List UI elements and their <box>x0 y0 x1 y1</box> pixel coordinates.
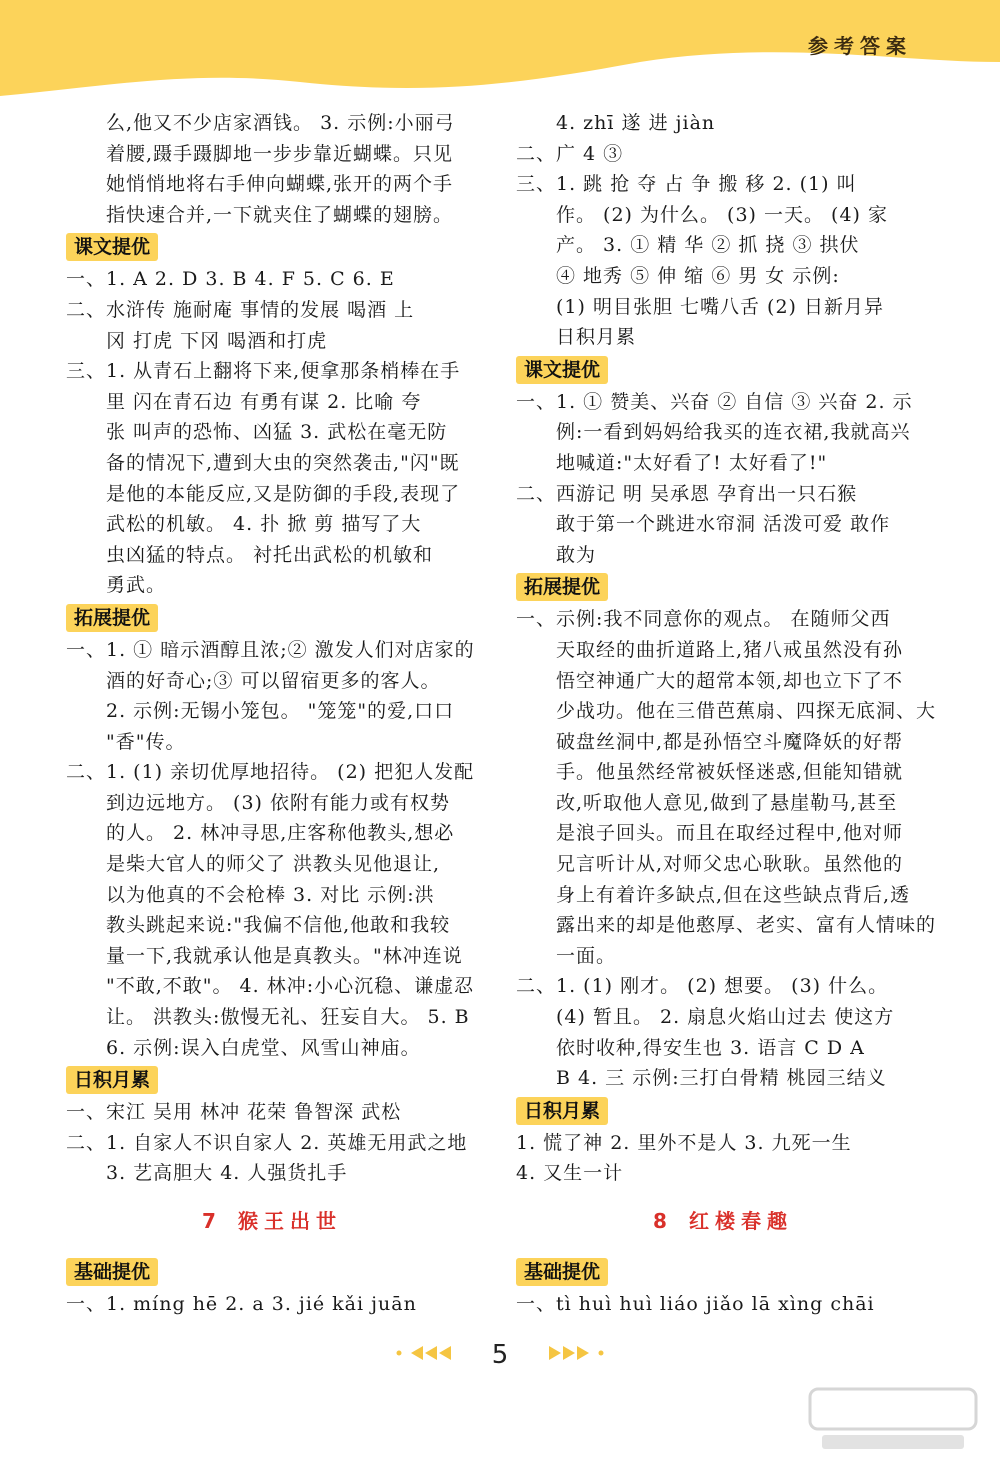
left-column <box>66 108 478 1320</box>
text-line: 里 闪在青石边 有勇有谋 2. 比喻 夸 <box>106 390 422 413</box>
text-line: "不敢,不敢"。 4. 林冲:小心沉稳、谦虚忍 <box>106 975 475 998</box>
text-line: 敢为 <box>556 543 597 566</box>
text-line: 让。 洪教头:傲慢无礼、狂妄自大。 5. B <box>106 1006 470 1029</box>
text-line: 地喊道:"太好看了! 太好看了!" <box>556 451 828 474</box>
text-line: 着腰,蹑手蹑脚地一步步靠近蝴蝶。只见 <box>106 142 454 165</box>
section-heading-jichu: 基础提优 <box>516 1258 608 1286</box>
text-line: 武松的机敏。 4. 扑 掀 剪 描写了大 <box>106 513 422 536</box>
text-line: 手。他虽然经常被妖怪迷惑,但能知错就 <box>556 761 904 784</box>
text-line: 兄言听计从,对师父忠心耿耿。虽然他的 <box>556 853 904 876</box>
text-line: 二、1. 自家人不识自家人 2. 英雄无用武之地 <box>66 1131 468 1154</box>
watermark-logo <box>808 1385 978 1464</box>
section-heading-riji: 日积月累 <box>66 1066 158 1094</box>
text-line: 作。 (2) 为什么。 (3) 一天。 (4) 家 <box>556 203 888 226</box>
text-line: 么,他又不少店家酒钱。 3. 示例:小丽弓 <box>106 112 455 134</box>
page-number: 5 <box>491 1340 509 1370</box>
section-heading-jichu: 基础提优 <box>66 1258 158 1286</box>
text-line: 露出来的却是他憨厚、老实、富有人情味的 <box>556 914 937 937</box>
lesson-title <box>66 1201 478 1241</box>
right-column <box>516 108 937 1320</box>
text-line: 二、1. (1) 亲切优厚地招待。 (2) 把犯人发配 <box>66 761 475 784</box>
text-line: 三、1. 从青石上翻将下来,便拿那条梢棒在手 <box>66 360 461 383</box>
text-line: 以为他真的不会枪棒 3. 对比 示例:洪 <box>106 883 435 906</box>
text-line: 一、宋江 吴用 林冲 花荣 鲁智深 武松 <box>66 1101 402 1124</box>
text-line: 是柴大官人的师父了 洪教头见他退让, <box>106 853 441 876</box>
text-line: 一、示例:我不同意你的观点。 在随师父西 <box>516 608 891 631</box>
text-line: 的人。 2. 林冲寻思,庄客称他教头,想必 <box>106 822 455 845</box>
text-line: 破盘丝洞中,都是孙悟空斗魔降妖的好帮 <box>556 730 904 753</box>
section-heading-kewen: 课文提优 <box>516 356 608 384</box>
lesson-name: 猴王出世 <box>237 1209 342 1233</box>
lesson-number: 8 <box>653 1209 667 1233</box>
section-heading-tuozhan: 拓展提优 <box>66 604 158 632</box>
text-line: 是浪子回头。而且在取经过程中,他对师 <box>556 822 904 845</box>
text-line: 一、1. ① 暗示酒醇且浓;② 激发人们对店家的 <box>66 638 475 661</box>
text-line: 一、1. míng hē 2. a 3. jié kǎi juān <box>66 1293 417 1315</box>
text-line: 少战功。他在三借芭蕉扇、四探无底洞、大 <box>556 700 937 723</box>
text-line: 勇武。 <box>106 574 167 597</box>
text-line: 二、西游记 明 吴承恩 孕育出一只石猴 <box>516 482 858 505</box>
header-banner <box>0 0 1000 120</box>
section-heading-riji: 日积月累 <box>516 1097 608 1125</box>
text-line: 一、1. A 2. D 3. B 4. F 5. C 6. E <box>66 268 395 291</box>
text-line: 二、广 4 ③ <box>516 142 624 165</box>
section-heading-tuozhan: 拓展提优 <box>516 573 608 601</box>
text-line: 一、tì huì huì liáo jiǎo lā xìng chāi <box>516 1293 875 1315</box>
text-line: 3. 艺高胆大 4. 人强货扎手 <box>106 1162 348 1185</box>
prev-arrows-icon <box>393 1343 463 1367</box>
text-line: ④ 地秀 ⑤ 伸 缩 ⑥ 男 女 示例: <box>556 264 840 287</box>
text-line: B 4. 三 示例:三打白骨精 桃园三结义 <box>556 1067 887 1090</box>
text-line: 日积月累 <box>556 326 637 349</box>
next-arrows-icon <box>537 1343 607 1367</box>
lesson-name: 红楼春趣 <box>688 1209 793 1233</box>
text-line: 三、1. 跳 抢 夺 占 争 搬 移 2. (1) 叫 <box>516 173 857 196</box>
text-line: "香"传。 <box>106 730 186 753</box>
text-line: 教头跳起来说:"我偏不信他,他敢和我较 <box>106 914 451 937</box>
text-line: 敢于第一个跳进水帘洞 活泼可爱 敢作 <box>556 513 891 536</box>
text-line: 她悄悄地将右手伸向蝴蝶,张开的两个手 <box>106 173 454 196</box>
text-line: 身上有着许多缺点,但在这些缺点背后,透 <box>556 883 911 906</box>
text-line: 改,听取他人意见,做到了悬崖勒马,甚至 <box>556 791 898 814</box>
text-line: 指快速合并,一下就夹住了蝴蝶的翅膀。 <box>106 203 454 226</box>
text-line: 一、1. ① 赞美、兴奋 ② 自信 ③ 兴奋 2. 示 <box>516 390 913 413</box>
text-line: 二、1. (1) 刚才。 (2) 想要。 (3) 什么。 <box>516 975 889 998</box>
text-line: 备的情况下,遭到大虫的突然袭击,"闪"既 <box>106 451 460 474</box>
text-line: 4. zhī 遂 进 jiàn <box>556 112 716 134</box>
lesson-number: 7 <box>202 1209 216 1233</box>
text-line: 张 叫声的恐怖、凶猛 3. 武松在毫无防 <box>106 421 448 444</box>
text-line: 二、水浒传 施耐庵 事情的发展 喝酒 上 <box>66 298 415 321</box>
header-title: 参考答案 <box>808 34 912 58</box>
text-line: 4. 又生一计 <box>516 1162 624 1185</box>
text-line: 天取经的曲折道路上,猪八戒虽然没有孙 <box>556 638 904 661</box>
text-line: 2. 示例:无锡小笼包。 "笼笼"的爱,口口 <box>106 700 455 723</box>
text-line: 量一下,我就承认他是真教头。"林冲连说 <box>106 944 463 967</box>
text-line: 1. 慌了神 2. 里外不是人 3. 九死一生 <box>516 1131 852 1154</box>
text-line: 虫凶猛的特点。 衬托出武松的机敏和 <box>106 543 434 566</box>
text-line: (4) 暂且。 2. 扇息火焰山过去 使这方 <box>556 1006 895 1029</box>
lesson-title <box>516 1201 930 1241</box>
text-line: 产。 3. ① 精 华 ② 抓 挠 ③ 拱伏 <box>556 234 860 257</box>
text-line: 冈 打虎 下冈 喝酒和打虎 <box>106 329 328 352</box>
text-line: (1) 明目张胆 七嘴八舌 (2) 日新月异 <box>556 295 884 318</box>
text-line: 6. 示例:误入白虎堂、风雪山神庙。 <box>106 1036 421 1059</box>
section-heading-kewen: 课文提优 <box>66 233 158 261</box>
text-line: 一面。 <box>556 944 617 967</box>
text-line: 依时收种,得安生也 3. 语言 C D A <box>556 1036 865 1059</box>
text-line: 悟空神通广大的超常本领,却也立下了不 <box>556 669 904 692</box>
banner-wave-shape <box>0 0 1000 120</box>
page-footer <box>0 1340 1000 1380</box>
text-line: 例:一看到妈妈给我买的连衣裙,我就高兴 <box>556 421 911 444</box>
text-line: 酒的好奇心;③ 可以留宿更多的客人。 <box>106 669 441 692</box>
text-line: 是他的本能反应,又是防御的手段,表现了 <box>106 482 461 505</box>
text-line: 到边远地方。 (3) 依附有能力或有权势 <box>106 791 450 814</box>
